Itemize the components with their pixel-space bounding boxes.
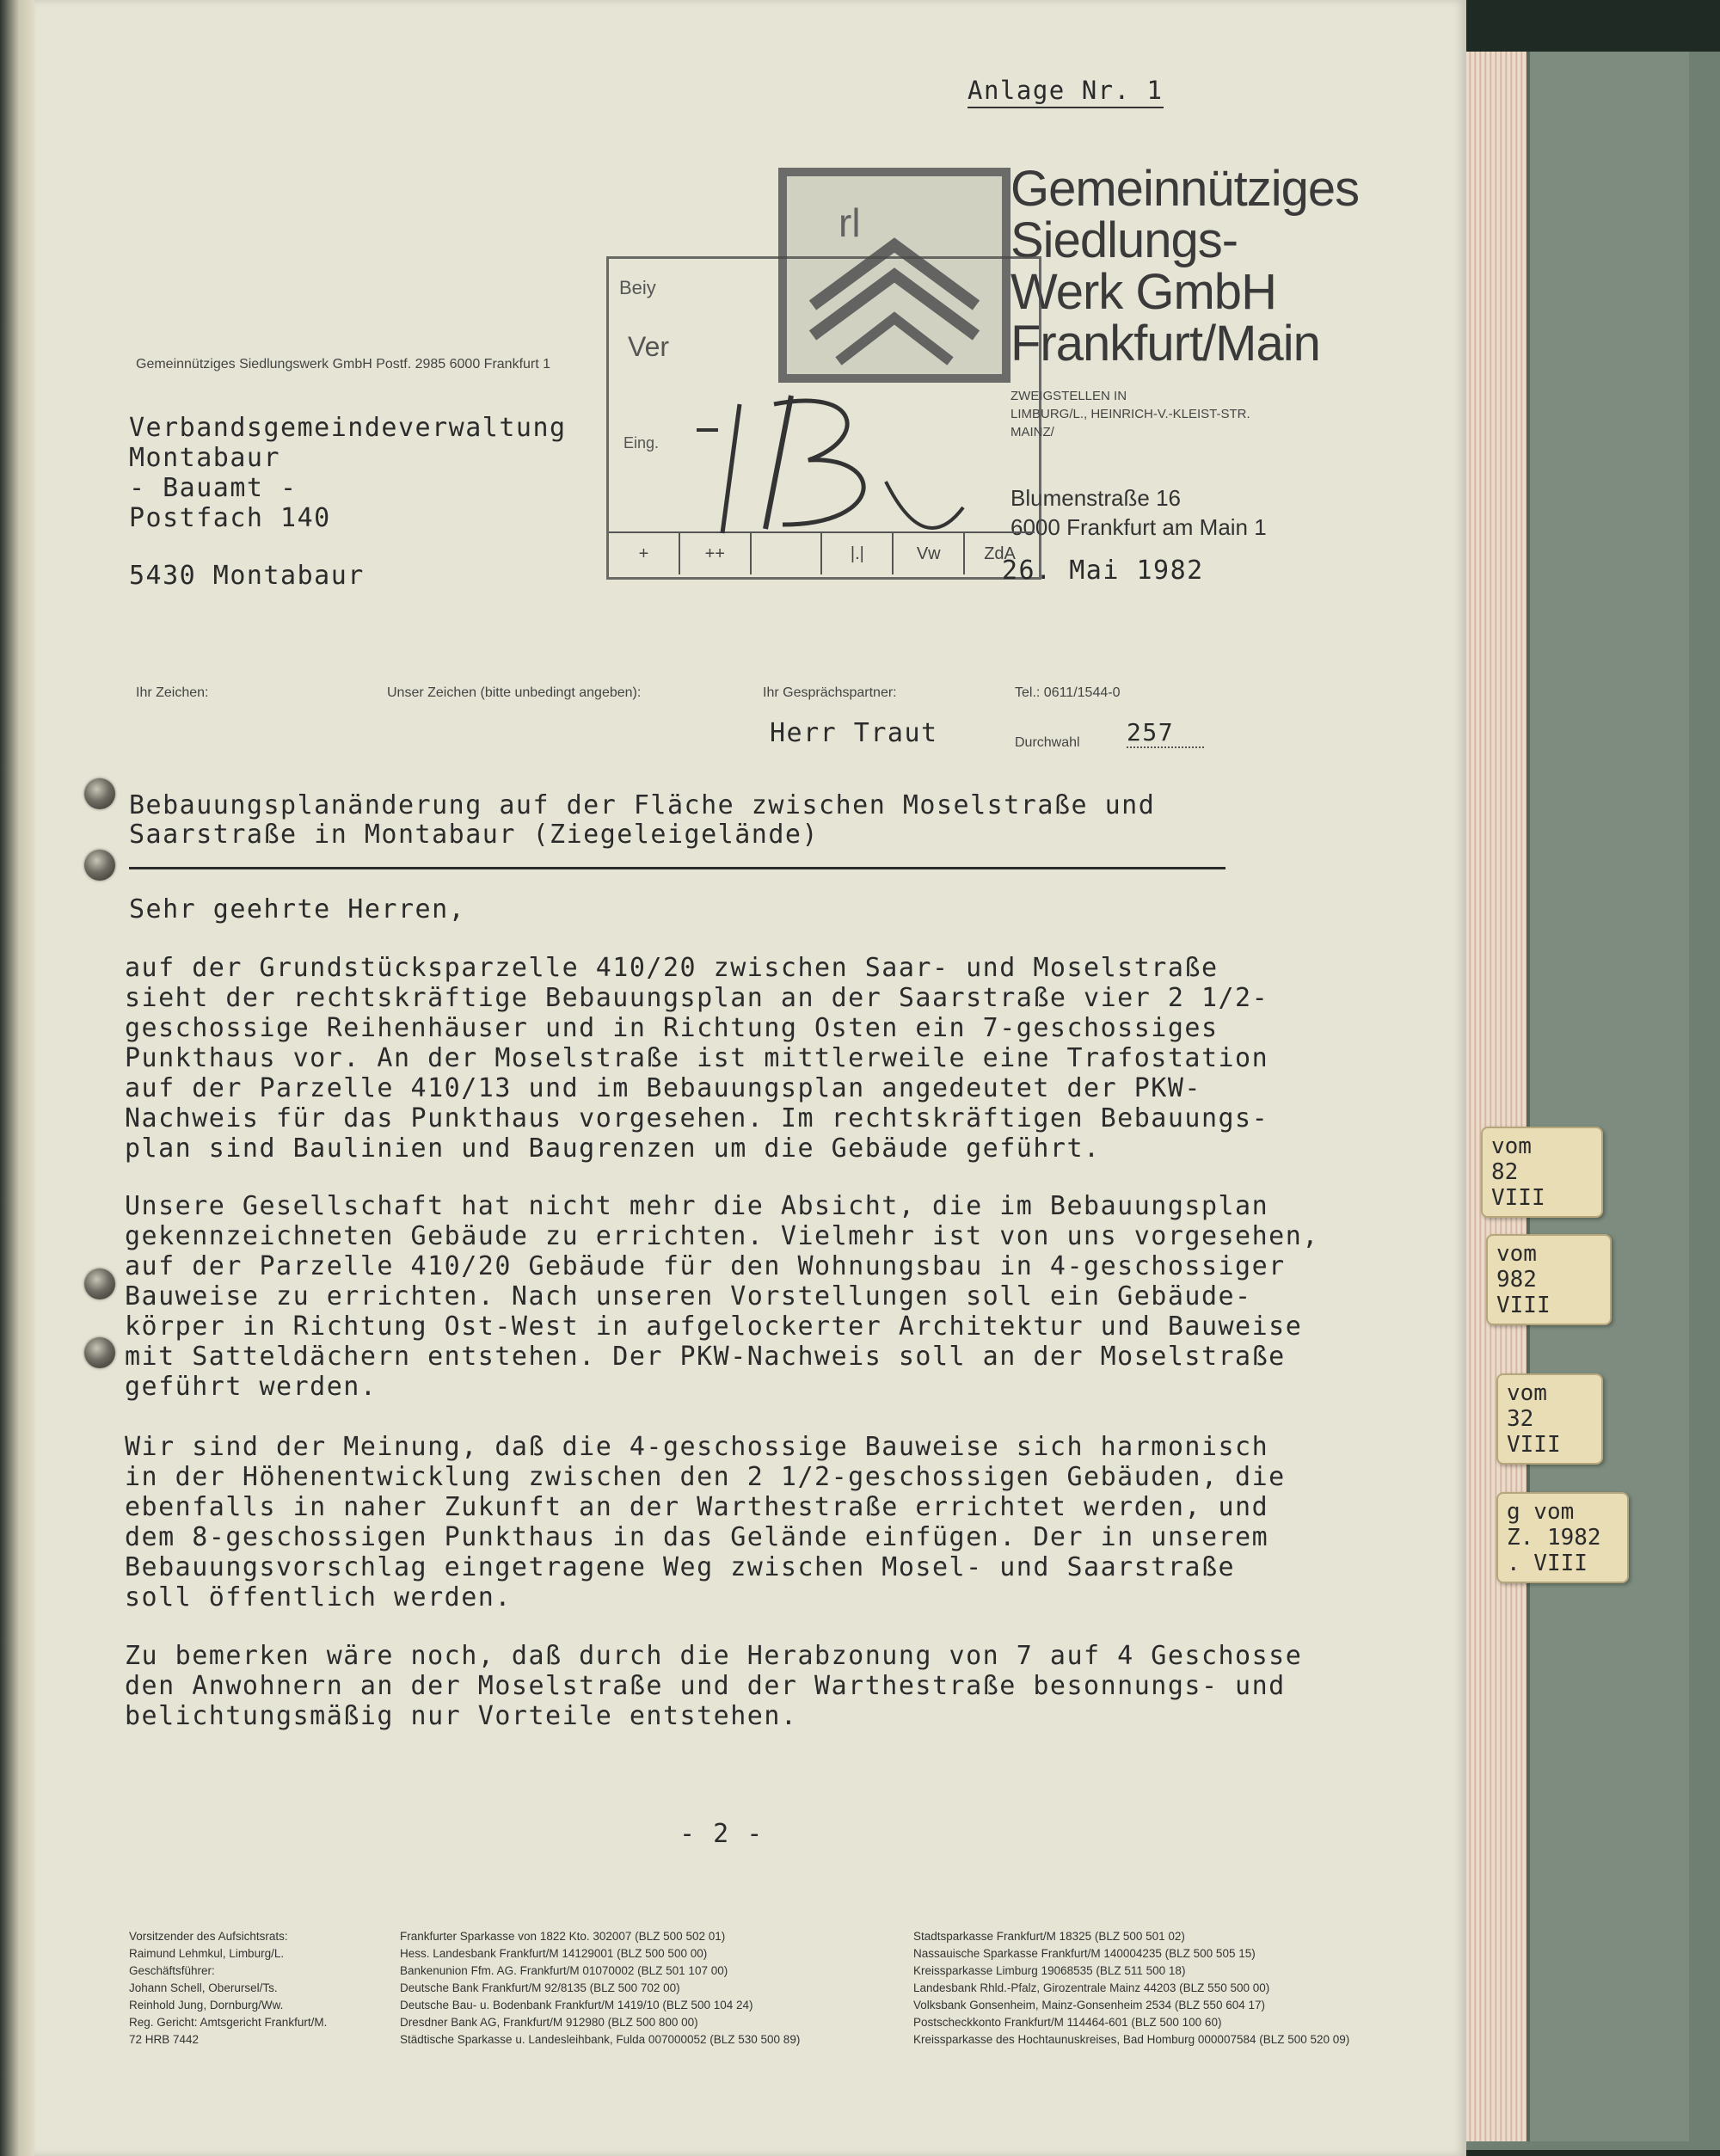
branch-line: ZWEIGSTELLEN IN [1010,389,1127,403]
stamp-label-low: Eing. [624,434,660,451]
body-line: sieht der rechtskräftige Bebauungsplan an der Saarstraße vier 2 1/2- [125,983,1269,1013]
company-name-line: Frankfurt/Main [1010,316,1320,372]
durchwahl-value: 257 [1127,718,1204,748]
ref-tel: Tel.: 0611/1544-0 [1015,685,1121,700]
index-tab[interactable] [1496,1492,1629,1583]
body-line: Zu bemerken wäre noch, daß durch die Herabzonung von 7 auf 4 Geschosse [125,1641,1303,1671]
footer-line: Hess. Landesbank Frankfurt/M 14129001 (BLZ 500 500 00) [400,1947,708,1960]
body-line: Nachweis für das Punkthaus vorgesehen. Im rechtskräftigen Bebauungs- [125,1103,1269,1133]
footer-line: Postscheckkonto Frankfurt/M 114464-601 (BLZ 500 100 60) [913,2016,1222,2029]
footer-line: Johann Schell, Oberursel/Ts. [129,1981,278,1994]
paragraph-3 [125,1432,1432,1612]
body-line: Punkthaus vor. An der Moselstraße ist mittlerweile eine Trafostation [125,1043,1269,1073]
footer-line: Reinhold Jung, Dornburg/Ww. [129,1999,284,2012]
branch-line: MAINZ/ [1010,425,1054,439]
index-tab[interactable] [1481,1127,1603,1218]
tab-line: VIII [1507,1432,1561,1458]
body-line: Bauweise zu errichten. Nach unseren Vorstellungen soll ein Gebäude- [125,1281,1252,1311]
handwritten-initials-icon [636,378,1015,542]
body-line: plan sind Baulinien und Baugrenzen um die Gebäude geführt. [125,1133,1101,1164]
stamp-cell: Vw [894,533,965,574]
stamp-cell: ZdA [984,544,1016,563]
branch-offices [1010,387,1250,441]
footer-line: Städtische Sparkasse u. Landesleihbank, Fulda 007000052 (BLZ 530 500 89) [400,2033,801,2046]
body-line: geführt werden. [125,1372,378,1402]
footer-line: Nassauische Sparkasse Frankfurt/M 140004235 (BLZ 500 505 15) [913,1947,1256,1960]
footer-line: Reg. Gericht: Amtsgericht Frankfurt/M. [129,2016,328,2029]
company-name-line: Werk GmbH [1010,264,1276,320]
stamp-cell: + [609,533,680,574]
punch-hole [84,1337,115,1368]
footer-line: Deutsche Bank Frankfurt/M 92/8135 (BLZ 500 702 00) [400,1981,680,1994]
footer-line: Stadtsparkasse Frankfurt/M 18325 (BLZ 500 501 02) [913,1930,1185,1943]
subject-line: Bebauungsplanänderung auf der Fläche zwischen Moselstraße und [129,790,1156,820]
branch-line: LIMBURG/L., HEINRICH-V.-KLEIST-STR. [1010,407,1250,421]
subject [129,791,1264,850]
index-tab[interactable] [1486,1234,1612,1325]
recipient-line: Postfach 140 [129,503,331,533]
body-line: gekennzeichneten Gebäude zu errichten. Vielmehr ist von uns vorgesehen, [125,1221,1319,1251]
paragraph-4 [125,1641,1432,1731]
body-line: Wir sind der Meinung, daß die 4-geschossige Bauweise sich harmonisch [125,1432,1269,1462]
stamp-label-top: Beiy [619,277,656,298]
footer-line: Frankfurter Sparkasse von 1822 Kto. 302007 (BLZ 500 502 01) [400,1930,726,1943]
page-stack-edge [1466,52,1526,2141]
tab-line: 982 [1496,1267,1537,1293]
letter-date: 26. Mai 1982 [1002,556,1204,586]
paragraph-2 [125,1191,1432,1402]
body-line: dem 8-geschossigen Punkthaus in das Gelände einfügen. Der in unserem [125,1522,1269,1552]
tab-line: 82 [1491,1159,1519,1185]
footer-line: 72 HRB 7442 [129,2033,200,2046]
subject-underline [129,867,1226,869]
svg-text:rl: rl [838,200,861,245]
body-line: belichtungsmäßig nur Vorteile entstehen. [125,1701,798,1731]
tab-line: VIII [1496,1293,1551,1318]
company-city: 6000 Frankfurt am Main 1 [1010,514,1267,540]
company-address [1010,483,1267,542]
body-line: ebenfalls in naher Zukunft an der Warthestraße errichtet werden, und [125,1492,1269,1522]
company-name-line: Siedlungs- [1010,212,1238,268]
body-line: auf der Parzelle 410/13 und im Bebauungsplan angedeutet der PKW- [125,1073,1201,1103]
stamp-cell: ++ [680,533,752,574]
body-line: Bebauungsvorschlag eingetragene Weg zwischen Mosel- und Saarstraße [125,1552,1236,1582]
body-line: mit Satteldächern entstehen. Der PKW-Nachweis soll an der Moselstraße [125,1342,1286,1372]
body-line: Unsere Gesellschaft hat nicht mehr die Absicht, die im Bebauungsplan [125,1191,1269,1221]
punch-hole [84,850,115,881]
annex-label: Anlage Nr. 1 [968,76,1164,108]
body-line: geschossige Reihenhäuser und in Richtung Osten ein 7-geschossiges [125,1013,1219,1043]
footer-line: Vorsitzender des Aufsichtsrats: [129,1930,288,1943]
letter-page [34,0,1466,2156]
footer-line: Volksbank Gonsenheim, Mainz-Gonsenheim 2534 (BLZ 550 604 17) [913,1999,1265,2012]
footer-line: Deutsche Bau- u. Bodenbank Frankfurt/M 1419/10 (BLZ 500 104 24) [400,1999,753,2012]
tab-line: vom [1491,1133,1532,1159]
footer-line: Bankenunion Ffm. AG. Frankfurt/M 01070002 (BLZ 501 107 00) [400,1964,728,1977]
body-line: körper in Richtung Ost-West in aufgelockerter Architektur und Bauweise [125,1311,1303,1342]
footer-management [129,1928,327,2049]
footer-banks-1 [400,1928,800,2049]
tab-line: Z. 1982 [1507,1525,1601,1551]
recipient-city: 5430 Montabaur [129,561,365,591]
greeting: Sehr geehrte Herren, [129,894,466,924]
tab-line: vom [1507,1380,1547,1406]
punch-hole [84,1268,115,1299]
paragraph-1 [125,953,1432,1164]
ref-gespraechspartner-label: Ihr Gesprächspartner: [763,685,897,700]
binder-left-edge [0,0,34,2156]
company-street: Blumenstraße 16 [1010,485,1181,511]
ref-ihr-zeichen: Ihr Zeichen: [136,685,209,700]
company-name [1010,163,1359,370]
recipient-line: - Bauamt - [129,473,298,503]
footer-banks-2 [913,1928,1349,2049]
footer-line: Dresdner Bank AG, Frankfurt/M 912980 (BLZ 500 800 00) [400,2016,698,2029]
ref-unser-zeichen: Unser Zeichen (bitte unbedingt angeben): [387,685,642,700]
tab-line: g vom [1507,1499,1575,1525]
stamp-cell: |.| [822,533,894,574]
footer-line: Landesbank Rhld.-Pfalz, Girozentrale Mainz 44203 (BLZ 550 500 00) [913,1981,1270,1994]
company-name-line: Gemeinnütziges [1010,161,1360,217]
footer-line: Kreissparkasse des Hochtaunuskreises, Bad Homburg 000007584 (BLZ 500 520 09) [913,2033,1350,2046]
tab-line: VIII [1491,1185,1545,1211]
page-number: - 2 - [679,1819,764,1849]
tab-line: . VIII [1507,1551,1588,1576]
binder-board [1526,52,1689,2141]
sender-return-address: Gemeinnütziges Siedlungswerk GmbH Postf. 2985 6000 Frankfurt 1 [136,357,551,372]
body-line: in der Höhenentwicklung zwischen den 2 1/2-geschossigen Gebäuden, die [125,1462,1286,1492]
contact-person: Herr Traut [770,718,938,748]
body-line: den Anwohnern an der Moselstraße und der Warthestraße besonnungs- und [125,1671,1286,1701]
index-tab[interactable] [1496,1373,1603,1465]
durchwahl-label: Durchwahl [1015,735,1080,750]
body-line: auf der Parzelle 410/20 Gebäude für den Wohnungsbau in 4-geschossiger [125,1251,1286,1281]
tab-line: vom [1496,1241,1537,1267]
stamp-label-mid: Ver [628,331,670,362]
footer-line: Raimund Lehmkul, Limburg/L. [129,1947,285,1960]
tab-line: 32 [1507,1406,1534,1432]
recipient-line: Montabaur [129,443,281,473]
footer-line: Kreissparkasse Limburg 19068535 (BLZ 511 500 18) [913,1964,1186,1977]
punch-hole [84,778,115,809]
recipient-address [129,413,567,533]
body-line: soll öffentlich werden. [125,1582,512,1612]
footer-line: Geschäftsführer: [129,1964,215,1977]
subject-line: Saarstraße in Montabaur (Ziegeleigelände) [129,820,820,850]
body-line: auf der Grundstücksparzelle 410/20 zwischen Saar- und Moselstraße [125,953,1219,983]
recipient-line: Verbandsgemeindeverwaltung [129,413,567,443]
